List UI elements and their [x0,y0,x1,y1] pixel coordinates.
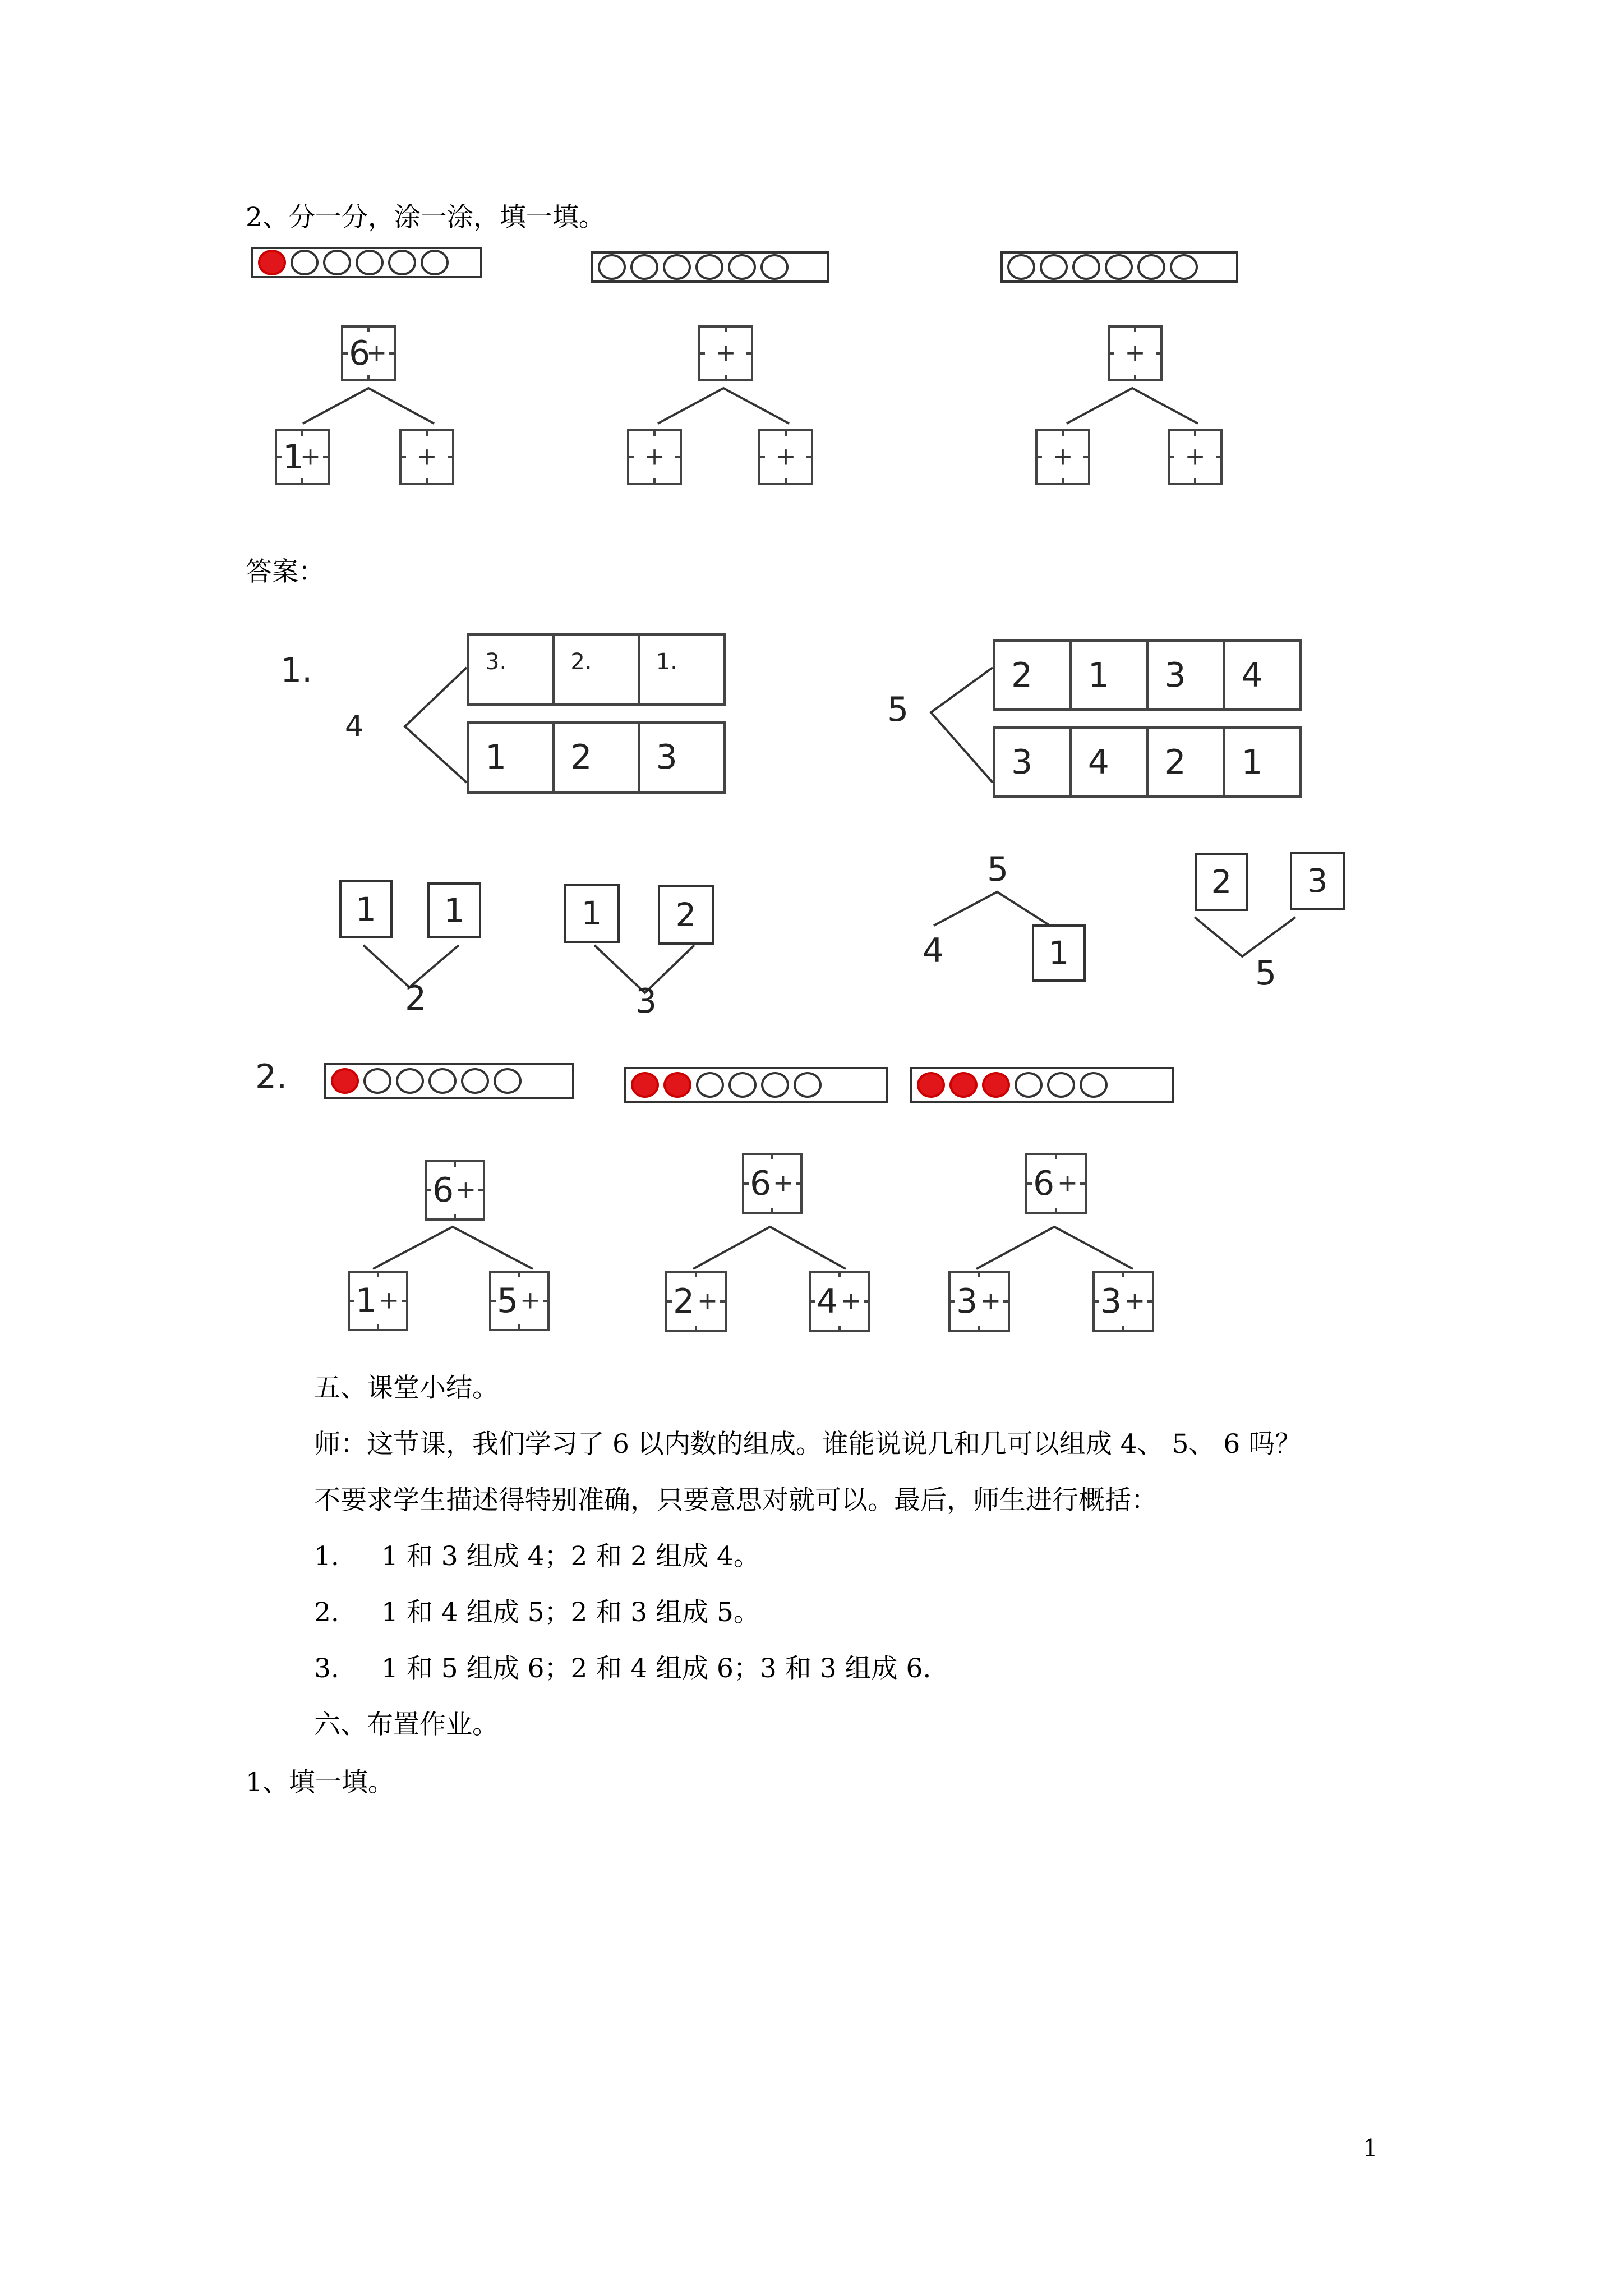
empty-circle [695,254,723,280]
filled-circle [917,1072,945,1098]
empty-circle [1105,254,1133,280]
answer-1-number: 1. [280,651,313,690]
filled-circle [631,1072,659,1098]
number-box-part[interactable]: + [758,429,813,485]
empty-circle [461,1068,489,1094]
cell: 2. [552,636,637,703]
number-box-whole[interactable]: 6 + [341,325,396,381]
number-box-whole[interactable]: + [1108,325,1163,381]
number-box-whole: 6 + [1025,1153,1087,1214]
summary-paragraph: 师：这节课，我们学习了 6 以内数的组成。谁能说说几和几可以组成 4、 5、 6 吗？ [314,1429,1302,1460]
number-box-part[interactable]: + [1168,429,1223,485]
empty-circle [323,250,351,275]
cell: 1 [485,738,507,777]
empty-circle [1047,1072,1075,1098]
empty-circle [1080,1072,1108,1098]
number-box-part: 3 + [948,1271,1010,1332]
number-box-part[interactable]: + [627,429,682,485]
part-box: 1 [339,880,393,938]
cell: 4 [1223,642,1299,708]
cell: 2 [1146,729,1223,795]
number-box-part: 4 + [809,1271,870,1332]
empty-circle [494,1068,522,1094]
empty-circle [1015,1072,1043,1098]
part-box: 2 [1195,853,1248,911]
composition-row-top [467,633,726,706]
empty-circle [728,254,756,280]
cell: 3 [638,724,723,791]
cell: 1 [1223,729,1299,795]
part-number: 4 [923,931,944,970]
number-box-part: 5 + [489,1271,550,1331]
summary-heading: 五、课堂小结。 [314,1373,499,1404]
empty-circle [396,1068,424,1094]
empty-circle [794,1072,822,1098]
empty-circle [363,1068,391,1094]
circle-tray [591,251,829,283]
part-box: 1 [564,884,620,943]
circle-tray [251,247,482,278]
part-box: 2 [658,885,714,945]
empty-circle [760,254,789,280]
summary-item-number: 2. [314,1597,339,1628]
table-whole-number: 4 [345,710,364,743]
cell: 1. [638,636,723,703]
summary-item-number: 3. [314,1653,339,1684]
homework-item: 1、填一填。 [246,1767,394,1798]
part-box: 3 [1290,852,1345,910]
filled-circle [982,1072,1010,1098]
filled-circle [663,1072,691,1098]
filled-circle [258,250,286,275]
circle-tray [910,1067,1174,1103]
composition-row-bottom [467,721,726,794]
empty-circle [291,250,319,275]
sum-number: 3 [635,982,657,1021]
empty-circle [598,254,626,280]
summary-item-number: 1. [314,1541,339,1572]
whole-number: 5 [987,850,1009,889]
cell: 1 [1069,642,1146,708]
empty-circle [388,250,416,275]
homework-heading: 六、布置作业。 [314,1709,499,1740]
empty-circle [1072,254,1100,280]
cell: 3 [1146,642,1223,708]
number-box-whole[interactable]: + [698,325,753,381]
cell: 3. [485,649,507,675]
empty-circle [1170,254,1198,280]
circle-tray [624,1067,888,1103]
number-box-whole: 6 + [742,1153,803,1214]
cell: 3 [1011,743,1033,782]
table-whole-number: 5 [887,690,909,729]
cell: 2 [552,724,637,791]
summary-item-text: 1 和 5 组成 6；2 和 4 组成 6；3 和 3 组成 6. [381,1653,932,1684]
summary-item-text: 1 和 4 组成 5；2 和 3 组成 5。 [381,1597,760,1628]
filled-circle [331,1068,359,1094]
empty-circle [421,250,449,275]
number-box-part[interactable]: + [399,429,454,485]
page-number: 1 [1363,2134,1378,2162]
number-box-whole: 6 + [425,1160,485,1221]
number-box-part[interactable]: + [1035,429,1090,485]
composition-row-bottom [993,726,1302,798]
part-box: 1 [427,882,481,938]
empty-circle [663,254,691,280]
empty-circle [728,1072,757,1098]
empty-circle [1137,254,1165,280]
empty-circle [1040,254,1068,280]
number-box-part[interactable]: 1 + [275,429,330,485]
exercise-2-heading: 2、分一分，涂一涂，填一填。 [246,202,605,233]
sum-number: 5 [1255,954,1277,993]
sum-number: 2 [405,979,427,1018]
number-box-part: 2 + [665,1271,727,1332]
number-box-part: 1 + [348,1271,408,1331]
empty-circle [356,250,384,275]
part-box: 1 [1032,924,1086,982]
circle-tray [324,1063,574,1099]
answer-2-number: 2. [255,1057,288,1097]
cell: 2 [1011,656,1033,695]
empty-circle [428,1068,457,1094]
empty-circle [761,1072,789,1098]
number-box-part: 3 + [1092,1271,1154,1332]
empty-circle [696,1072,724,1098]
cell: 4 [1069,729,1146,795]
empty-circle [630,254,658,280]
empty-circle [1007,254,1035,280]
circle-tray [1000,251,1238,283]
composition-row-top [993,639,1302,711]
answers-label: 答案： [246,556,325,587]
summary-paragraph: 不要求学生描述得特别准确，只要意思对就可以。最后，师生进行概括： [314,1485,1158,1516]
filled-circle [949,1072,978,1098]
summary-item-text: 1 和 3 组成 4；2 和 2 组成 4。 [381,1541,760,1572]
